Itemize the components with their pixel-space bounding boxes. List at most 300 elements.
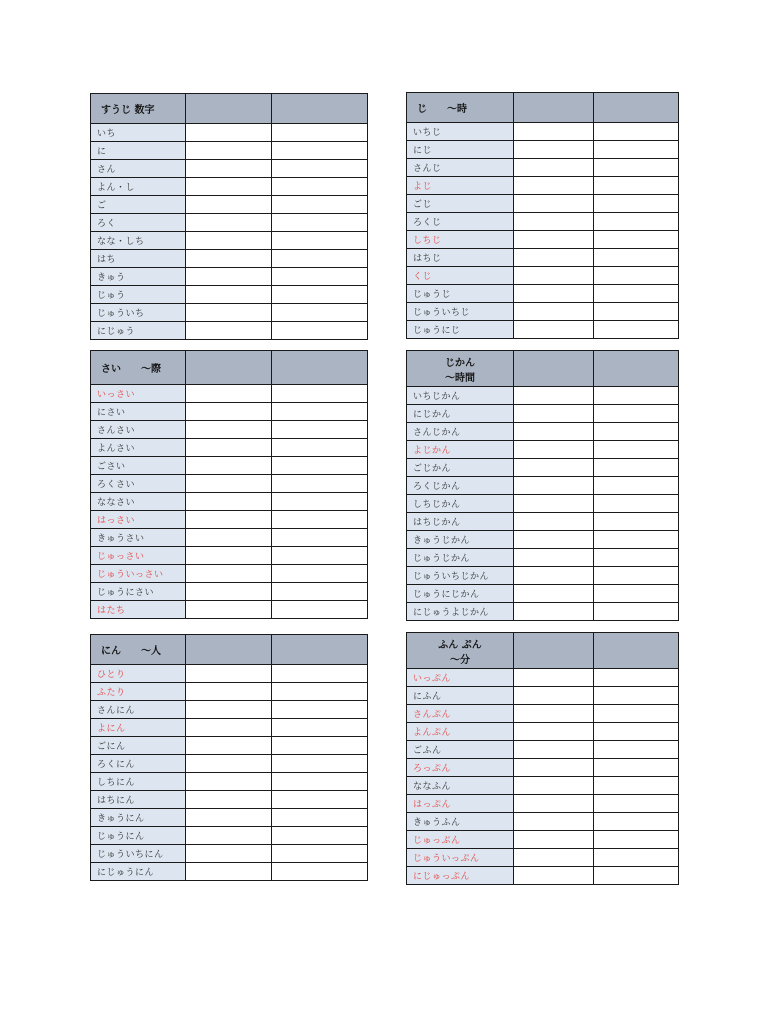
answer-cell[interactable] <box>272 773 368 791</box>
answer-cell[interactable] <box>186 683 272 701</box>
answer-cell[interactable] <box>594 669 679 687</box>
row-label: ふたり <box>91 683 186 701</box>
answer-cell[interactable] <box>514 723 594 741</box>
table-row <box>407 603 679 621</box>
header-blank-cell <box>514 93 594 123</box>
answer-cell[interactable] <box>594 705 679 723</box>
answer-cell[interactable] <box>272 863 368 881</box>
answer-cell[interactable] <box>594 795 679 813</box>
answer-cell[interactable] <box>186 755 272 773</box>
answer-cell[interactable] <box>594 195 679 213</box>
table-header-row <box>91 351 368 385</box>
answer-cell[interactable] <box>514 141 594 159</box>
table-header-row <box>91 635 368 665</box>
row-label: ろっぷん <box>407 759 514 777</box>
table-row <box>91 845 368 863</box>
answer-cell[interactable] <box>272 232 368 250</box>
answer-cell[interactable] <box>514 759 594 777</box>
answer-cell[interactable] <box>594 285 679 303</box>
header-blank-cell <box>514 633 594 669</box>
answer-cell[interactable] <box>594 423 679 441</box>
row-label: きゅうじかん <box>407 531 514 549</box>
answer-cell[interactable] <box>272 178 368 196</box>
answer-cell[interactable] <box>514 285 594 303</box>
row-label: にじ <box>407 141 514 159</box>
answer-cell[interactable] <box>594 405 679 423</box>
answer-cell[interactable] <box>186 773 272 791</box>
answer-cell[interactable] <box>272 268 368 286</box>
table-row <box>407 441 679 459</box>
answer-cell[interactable] <box>272 665 368 683</box>
answer-cell[interactable] <box>186 142 272 160</box>
row-label: よじかん <box>407 441 514 459</box>
table-minutes <box>406 632 679 885</box>
answer-cell[interactable] <box>186 529 272 547</box>
answer-cell[interactable] <box>272 160 368 178</box>
row-label: ななふん <box>407 777 514 795</box>
table-row <box>91 827 368 845</box>
table-row <box>91 475 368 493</box>
answer-cell[interactable] <box>272 457 368 475</box>
answer-cell[interactable] <box>272 827 368 845</box>
row-label: ごじかん <box>407 459 514 477</box>
answer-cell[interactable] <box>594 177 679 195</box>
table-row <box>91 322 368 340</box>
answer-cell[interactable] <box>272 529 368 547</box>
answer-cell[interactable] <box>272 124 368 142</box>
answer-cell[interactable] <box>272 583 368 601</box>
row-label: ろくじ <box>407 213 514 231</box>
table-row <box>407 705 679 723</box>
answer-cell[interactable] <box>186 701 272 719</box>
answer-cell[interactable] <box>514 777 594 795</box>
row-label: じゅういち <box>91 304 186 322</box>
row-label: じゅっさい <box>91 547 186 565</box>
answer-cell[interactable] <box>514 531 594 549</box>
answer-cell[interactable] <box>186 196 272 214</box>
row-label: じゅっぷん <box>407 831 514 849</box>
answer-cell[interactable] <box>186 475 272 493</box>
row-label: きゅう <box>91 268 186 286</box>
answer-cell[interactable] <box>594 231 679 249</box>
table-title: にん ～人 <box>91 635 186 665</box>
table-header-row <box>407 351 679 387</box>
table-people <box>90 634 368 881</box>
row-label: いちじかん <box>407 387 514 405</box>
table-title-line1: ふん ぷん <box>438 639 482 651</box>
answer-cell[interactable] <box>272 493 368 511</box>
answer-cell[interactable] <box>186 304 272 322</box>
answer-cell[interactable] <box>514 159 594 177</box>
table-row <box>407 231 679 249</box>
answer-cell[interactable] <box>272 755 368 773</box>
answer-cell[interactable] <box>594 603 679 621</box>
answer-cell[interactable] <box>514 867 594 885</box>
row-label: ごじ <box>407 195 514 213</box>
table-row <box>407 495 679 513</box>
table-row <box>91 493 368 511</box>
row-label: じゅうにじ <box>407 321 514 339</box>
answer-cell[interactable] <box>594 123 679 141</box>
table-row <box>407 813 679 831</box>
answer-cell[interactable] <box>514 849 594 867</box>
answer-cell[interactable] <box>594 303 679 321</box>
header-blank-cell <box>594 633 679 669</box>
answer-cell[interactable] <box>272 403 368 421</box>
table-row <box>91 601 368 619</box>
row-label: にじかん <box>407 405 514 423</box>
answer-cell[interactable] <box>186 583 272 601</box>
answer-cell[interactable] <box>186 439 272 457</box>
table-row <box>91 232 368 250</box>
answer-cell[interactable] <box>514 705 594 723</box>
answer-cell[interactable] <box>186 178 272 196</box>
header-blank-cell <box>186 351 272 385</box>
answer-cell[interactable] <box>186 160 272 178</box>
row-label: じゅういちにん <box>91 845 186 863</box>
answer-cell[interactable] <box>272 142 368 160</box>
table-row <box>407 141 679 159</box>
header-blank-cell <box>272 351 368 385</box>
answer-cell[interactable] <box>272 719 368 737</box>
table-row <box>91 683 368 701</box>
answer-cell[interactable] <box>594 813 679 831</box>
answer-cell[interactable] <box>272 475 368 493</box>
answer-cell[interactable] <box>514 213 594 231</box>
row-label: さんぷん <box>407 705 514 723</box>
row-label: きゅうにん <box>91 809 186 827</box>
table-title-line1: じかん <box>445 357 475 369</box>
answer-cell[interactable] <box>594 387 679 405</box>
answer-cell[interactable] <box>272 701 368 719</box>
answer-cell[interactable] <box>186 268 272 286</box>
row-label: さんにん <box>91 701 186 719</box>
table-row <box>407 585 679 603</box>
row-label: さんじ <box>407 159 514 177</box>
answer-cell[interactable] <box>514 267 594 285</box>
answer-cell[interactable] <box>186 719 272 737</box>
row-label: しちにん <box>91 773 186 791</box>
answer-cell[interactable] <box>594 159 679 177</box>
answer-cell[interactable] <box>594 549 679 567</box>
header-blank-cell <box>186 94 272 124</box>
answer-cell[interactable] <box>514 741 594 759</box>
answer-cell[interactable] <box>186 322 272 340</box>
row-label: にじゅうにん <box>91 863 186 881</box>
table-row <box>407 177 679 195</box>
answer-cell[interactable] <box>594 741 679 759</box>
row-label: いちじ <box>407 123 514 141</box>
answer-cell[interactable] <box>186 421 272 439</box>
table-row <box>91 791 368 809</box>
row-label: じゅうじ <box>407 285 514 303</box>
answer-cell[interactable] <box>272 196 368 214</box>
table-title-line2: ～時間 <box>445 372 475 384</box>
table-row <box>91 701 368 719</box>
answer-cell[interactable] <box>594 495 679 513</box>
answer-cell[interactable] <box>186 665 272 683</box>
answer-cell[interactable] <box>186 845 272 863</box>
row-label: ろくさい <box>91 475 186 493</box>
answer-cell[interactable] <box>514 249 594 267</box>
answer-cell[interactable] <box>186 791 272 809</box>
answer-cell[interactable] <box>514 603 594 621</box>
table-row <box>91 439 368 457</box>
answer-cell[interactable] <box>272 845 368 863</box>
answer-cell[interactable] <box>186 493 272 511</box>
table-row <box>91 268 368 286</box>
table-row <box>407 195 679 213</box>
table-row <box>407 123 679 141</box>
answer-cell[interactable] <box>272 791 368 809</box>
table-row <box>407 669 679 687</box>
answer-cell[interactable] <box>514 669 594 687</box>
answer-cell[interactable] <box>594 723 679 741</box>
row-label: ごさい <box>91 457 186 475</box>
table-row <box>407 303 679 321</box>
answer-cell[interactable] <box>186 286 272 304</box>
answer-cell[interactable] <box>594 249 679 267</box>
answer-cell[interactable] <box>594 759 679 777</box>
row-label: さんさい <box>91 421 186 439</box>
row-label: はち <box>91 250 186 268</box>
table-row <box>407 249 679 267</box>
row-label: ごふん <box>407 741 514 759</box>
row-label: はっぷん <box>407 795 514 813</box>
table-row <box>91 719 368 737</box>
table-row <box>407 759 679 777</box>
table-row <box>91 583 368 601</box>
table-row <box>91 142 368 160</box>
answer-cell[interactable] <box>594 849 679 867</box>
table-row <box>407 477 679 495</box>
table-row <box>91 809 368 827</box>
answer-cell[interactable] <box>514 459 594 477</box>
answer-cell[interactable] <box>186 565 272 583</box>
answer-cell[interactable] <box>514 177 594 195</box>
table-row <box>407 777 679 795</box>
table-row <box>407 459 679 477</box>
table-row <box>91 178 368 196</box>
header-blank-cell <box>514 351 594 387</box>
answer-cell[interactable] <box>186 737 272 755</box>
row-label: じゅう <box>91 286 186 304</box>
answer-cell[interactable] <box>594 267 679 285</box>
answer-cell[interactable] <box>272 385 368 403</box>
row-label: いっぷん <box>407 669 514 687</box>
answer-cell[interactable] <box>514 321 594 339</box>
answer-cell[interactable] <box>514 195 594 213</box>
row-label: ろくじかん <box>407 477 514 495</box>
row-label: ごにん <box>91 737 186 755</box>
table-header-row <box>407 93 679 123</box>
answer-cell[interactable] <box>514 303 594 321</box>
answer-cell[interactable] <box>594 513 679 531</box>
table-title: さい ～際 <box>91 351 186 385</box>
answer-cell[interactable] <box>514 477 594 495</box>
row-label: じゅういっぷん <box>407 849 514 867</box>
answer-cell[interactable] <box>514 423 594 441</box>
row-label: じゅういちじ <box>407 303 514 321</box>
row-label: きゅうふん <box>407 813 514 831</box>
answer-cell[interactable] <box>272 304 368 322</box>
answer-cell[interactable] <box>514 495 594 513</box>
row-label: きゅうさい <box>91 529 186 547</box>
answer-cell[interactable] <box>186 601 272 619</box>
header-blank-cell <box>186 635 272 665</box>
answer-cell[interactable] <box>272 214 368 232</box>
row-label: よにん <box>91 719 186 737</box>
table-row <box>407 567 679 585</box>
answer-cell[interactable] <box>186 511 272 529</box>
answer-cell[interactable] <box>514 813 594 831</box>
answer-cell[interactable] <box>514 567 594 585</box>
table-row <box>407 513 679 531</box>
answer-cell[interactable] <box>272 737 368 755</box>
table-row <box>407 423 679 441</box>
table-row <box>407 531 679 549</box>
table-row <box>407 831 679 849</box>
answer-cell[interactable] <box>272 286 368 304</box>
answer-cell[interactable] <box>514 231 594 249</box>
answer-cell[interactable] <box>186 457 272 475</box>
table-row <box>407 795 679 813</box>
answer-cell[interactable] <box>514 513 594 531</box>
row-label: にじゅう <box>91 322 186 340</box>
answer-cell[interactable] <box>186 863 272 881</box>
row-label: ろく <box>91 214 186 232</box>
answer-cell[interactable] <box>272 601 368 619</box>
header-blank-cell <box>272 94 368 124</box>
table-row <box>407 159 679 177</box>
answer-cell[interactable] <box>272 421 368 439</box>
answer-cell[interactable] <box>186 809 272 827</box>
answer-cell[interactable] <box>514 549 594 567</box>
table-row <box>91 286 368 304</box>
table-duration-hours <box>406 350 679 621</box>
row-label: なな・しち <box>91 232 186 250</box>
answer-cell[interactable] <box>594 477 679 495</box>
row-label: はちじかん <box>407 513 514 531</box>
table-row <box>407 285 679 303</box>
table-row <box>91 457 368 475</box>
table-row <box>407 213 679 231</box>
answer-cell[interactable] <box>272 511 368 529</box>
table-row <box>407 387 679 405</box>
row-label: さんじかん <box>407 423 514 441</box>
answer-cell[interactable] <box>186 403 272 421</box>
answer-cell[interactable] <box>594 321 679 339</box>
table-row <box>91 529 368 547</box>
answer-cell[interactable] <box>514 123 594 141</box>
table-row <box>91 385 368 403</box>
table-row <box>91 755 368 773</box>
row-label: じゅうにじかん <box>407 585 514 603</box>
header-blank-cell <box>272 635 368 665</box>
answer-cell[interactable] <box>186 232 272 250</box>
row-label: ななさい <box>91 493 186 511</box>
answer-cell[interactable] <box>514 387 594 405</box>
table-row <box>91 421 368 439</box>
row-label: いっさい <box>91 385 186 403</box>
answer-cell[interactable] <box>514 585 594 603</box>
answer-cell[interactable] <box>514 795 594 813</box>
row-label: じゅうにん <box>91 827 186 845</box>
header-blank-cell <box>594 93 679 123</box>
answer-cell[interactable] <box>514 831 594 849</box>
table-row <box>91 737 368 755</box>
answer-cell[interactable] <box>594 459 679 477</box>
table-row <box>91 304 368 322</box>
answer-cell[interactable] <box>272 683 368 701</box>
table-age <box>90 350 368 619</box>
table-title: じ ～時 <box>407 93 514 123</box>
row-label: ろくにん <box>91 755 186 773</box>
answer-cell[interactable] <box>272 809 368 827</box>
answer-cell[interactable] <box>272 565 368 583</box>
answer-cell[interactable] <box>594 567 679 585</box>
table-row <box>91 547 368 565</box>
answer-cell[interactable] <box>186 827 272 845</box>
row-label: にさい <box>91 403 186 421</box>
table-title <box>407 633 514 669</box>
table-title <box>407 351 514 387</box>
answer-cell[interactable] <box>186 385 272 403</box>
answer-cell[interactable] <box>594 213 679 231</box>
row-label: はたち <box>91 601 186 619</box>
row-label: くじ <box>407 267 514 285</box>
table-row <box>407 321 679 339</box>
answer-cell[interactable] <box>594 777 679 795</box>
answer-cell[interactable] <box>272 322 368 340</box>
answer-cell[interactable] <box>594 531 679 549</box>
answer-cell[interactable] <box>514 687 594 705</box>
answer-cell[interactable] <box>514 405 594 423</box>
row-label: にふん <box>407 687 514 705</box>
table-row <box>91 124 368 142</box>
table-row <box>91 214 368 232</box>
row-label: しちじかん <box>407 495 514 513</box>
answer-cell[interactable] <box>272 547 368 565</box>
table-row <box>91 665 368 683</box>
answer-cell[interactable] <box>272 439 368 457</box>
answer-cell[interactable] <box>594 687 679 705</box>
answer-cell[interactable] <box>186 124 272 142</box>
answer-cell[interactable] <box>186 214 272 232</box>
table-row <box>407 405 679 423</box>
answer-cell[interactable] <box>594 867 679 885</box>
answer-cell[interactable] <box>594 585 679 603</box>
table-row <box>407 849 679 867</box>
row-label: しちじ <box>407 231 514 249</box>
table-row <box>91 863 368 881</box>
table-row <box>91 511 368 529</box>
table-row <box>407 687 679 705</box>
row-label: はちにん <box>91 791 186 809</box>
answer-cell[interactable] <box>514 441 594 459</box>
table-row <box>91 403 368 421</box>
answer-cell[interactable] <box>186 547 272 565</box>
answer-cell[interactable] <box>272 250 368 268</box>
answer-cell[interactable] <box>594 141 679 159</box>
answer-cell[interactable] <box>186 250 272 268</box>
answer-cell[interactable] <box>594 441 679 459</box>
answer-cell[interactable] <box>594 831 679 849</box>
table-row <box>407 741 679 759</box>
table-row <box>91 196 368 214</box>
table-numbers <box>90 93 368 340</box>
row-label: よんぷん <box>407 723 514 741</box>
